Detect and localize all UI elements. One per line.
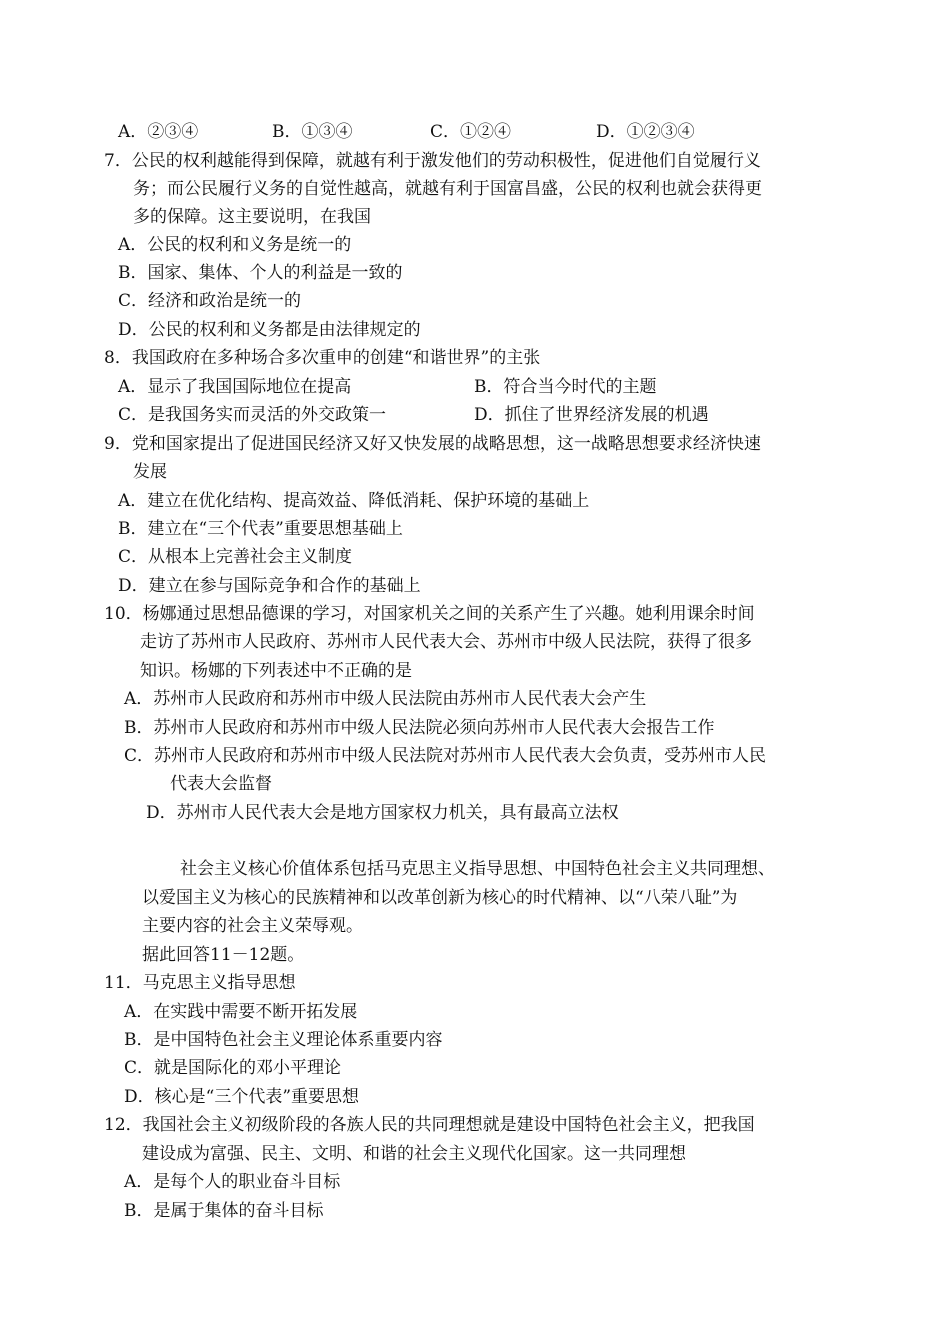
q11-option-d: D．核心是“三个代表”重要思想 — [124, 1087, 360, 1107]
q9-option-c: C．从根本上完善社会主义制度 — [118, 547, 353, 567]
q10-option-c: C．苏州市人民政府和苏州市中级人民法院对苏州市人民代表大会负责，受苏州市人民 — [124, 746, 767, 766]
q9-option-d: D．建立在参与国际竞争和合作的基础上 — [118, 576, 421, 596]
q11-option-a: A．在实践中需要不断开拓发展 — [124, 1002, 358, 1022]
q10-option-a: A．苏州市人民政府和苏州市中级人民法院由苏州市人民代表大会产生 — [124, 689, 647, 709]
q8-option-c: C．是我国务实而灵活的外交政策一 — [118, 405, 387, 425]
q7-stem-line-2: 务；而公民履行义务的自觉性越高，就越有利于国富昌盛，公民的权利也就会获得更 — [133, 179, 762, 199]
q10-option-c-continued: 代表大会监督 — [170, 774, 272, 794]
q12-option-a: A．是每个人的职业奋斗目标 — [124, 1172, 341, 1192]
q12-stem-line-1: 12．我国社会主义初级阶段的各族人民的共同理想就是建设中国特色社会主义，把我国 — [104, 1115, 755, 1135]
q6-option-a: A．②③④ — [118, 122, 199, 142]
q10-stem-line-1: 10．杨娜通过思想品德课的学习，对国家机关之间的关系产生了兴趣。她利用课余时间 — [104, 604, 755, 624]
q9-stem-line-1: 9．党和国家提出了促进国民经济又好又快发展的战略思想，这一战略思想要求经济快速 — [104, 434, 761, 454]
q7-option-c: C．经济和政治是统一的 — [118, 291, 302, 311]
q9-stem-line-2: 发展 — [133, 462, 167, 482]
q8-option-b: B．符合当今时代的主题 — [474, 377, 657, 397]
q7-stem-line-3: 多的保障。这主要说明，在我国 — [133, 207, 371, 227]
q11-option-c: C．就是国际化的邓小平理论 — [124, 1058, 342, 1078]
q10-option-b: B．苏州市人民政府和苏州市中级人民法院必须向苏州市人民代表大会报告工作 — [124, 718, 715, 738]
q9-option-a: A．建立在优化结构、提高效益、降低消耗、保护环境的基础上 — [118, 491, 590, 511]
q6-option-b: B．①③④ — [272, 122, 353, 142]
q10-stem-line-2: 走访了苏州市人民政府、苏州市人民代表大会、苏州市中级人民法院，获得了很多 — [140, 632, 752, 652]
passage-line-1: 社会主义核心价值体系包括马克思主义指导思想、中国特色社会主义共同理想、 — [180, 859, 775, 879]
q12-stem-line-2: 建设成为富强、民主、文明、和谐的社会主义现代化国家。这一共同理想 — [142, 1144, 686, 1164]
passage-instruction: 据此回答11－12题。 — [142, 945, 305, 965]
q10-option-d: D．苏州市人民代表大会是地方国家权力机关，具有最高立法权 — [146, 803, 619, 823]
q10-stem-line-3: 知识。杨娜的下列表述中不正确的是 — [140, 661, 412, 681]
q11-stem-line-1: 11．马克思主义指导思想 — [104, 973, 296, 993]
q8-option-a: A．显示了我国国际地位在提高 — [118, 377, 352, 397]
q7-option-b: B．国家、集体、个人的利益是一致的 — [118, 263, 403, 283]
q6-option-d: D．①②③④ — [596, 122, 695, 142]
q7-option-a: A．公民的权利和义务是统一的 — [118, 235, 352, 255]
passage-line-3: 主要内容的社会主义荣辱观。 — [142, 916, 363, 936]
passage-line-2: 以爱国主义为核心的民族精神和以改革创新为核心的时代精神、以“八荣八耻”为 — [142, 888, 738, 908]
q9-option-b: B．建立在“三个代表”重要思想基础上 — [118, 519, 403, 539]
q6-option-c: C．①②④ — [430, 122, 512, 142]
q7-option-d: D．公民的权利和义务都是由法律规定的 — [118, 320, 421, 340]
q8-stem-line-1: 8．我国政府在多种场合多次重申的创建“和谐世界”的主张 — [104, 348, 541, 368]
q7-stem-line-1: 7．公民的权利越能得到保障，就越有利于激发他们的劳动积极性，促进他们自觉履行义 — [104, 151, 761, 171]
q8-option-d: D．抓住了世界经济发展的机遇 — [474, 405, 709, 425]
q12-option-b: B．是属于集体的奋斗目标 — [124, 1201, 324, 1221]
q11-option-b: B．是中国特色社会主义理论体系重要内容 — [124, 1030, 443, 1050]
